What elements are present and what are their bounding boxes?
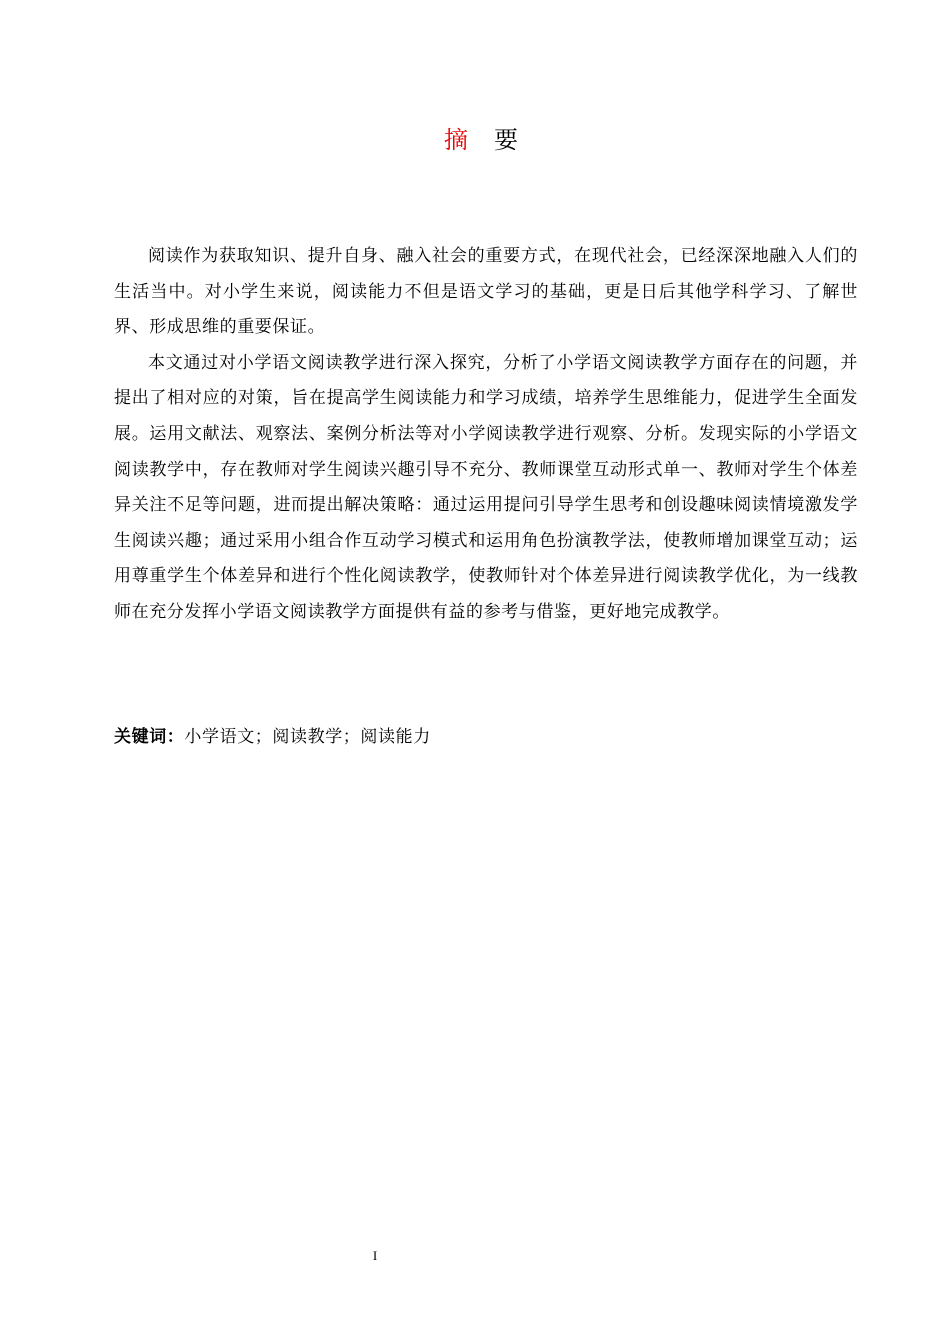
title-char-2: 要 — [494, 126, 518, 154]
keywords-label: 关键词： — [114, 727, 185, 747]
abstract-title — [0, 124, 950, 156]
title-char-1: 摘 — [444, 126, 468, 154]
paragraph-1: 阅读作为获取知识、提升自身、融入社会的重要方式，在现代社会，已经深深地融入人们的生活当中。对小学生来说，阅读能力不但是语文学习的基础，更是日后其他学科学习、了解世界、形成思维的重要保证。 — [114, 246, 858, 338]
keywords-line — [114, 720, 858, 755]
keywords-value: 小学语文；阅读教学；阅读能力 — [184, 727, 431, 747]
abstract-body — [114, 239, 858, 631]
paragraph-2: 本文通过对小学语文阅读教学进行深入探究，分析了小学语文阅读教学方面存在的问题，并提出了相对应的对策，旨在提高学生阅读能力和学习成绩，培养学生思维能力，促进学生全面发展。运用文献法、观察法、案例分析法等对小学阅读教学进行观察、分析。发现实际的小学语文阅读教学中，存在教师对学生阅读兴趣引导不充分、教师课堂互动形式单一、教师对学生个体差异关注不足等问题，进而提出解决策略：通过运用提问引导学生思考和创设趣味阅读情境激发学生阅读兴趣；通过采用小组合作互动学习模式和运用角色扮演教学法，使教师增加课堂互动；运用尊重学生个体差异和进行个性化阅读教学，使教师针对个体差异进行阅读教学优化，为一线教师在充分发挥小学语文阅读教学方面提供有益的参考与借鉴，更好地完成教学。 — [114, 352, 858, 622]
page-number: I — [372, 1248, 378, 1263]
